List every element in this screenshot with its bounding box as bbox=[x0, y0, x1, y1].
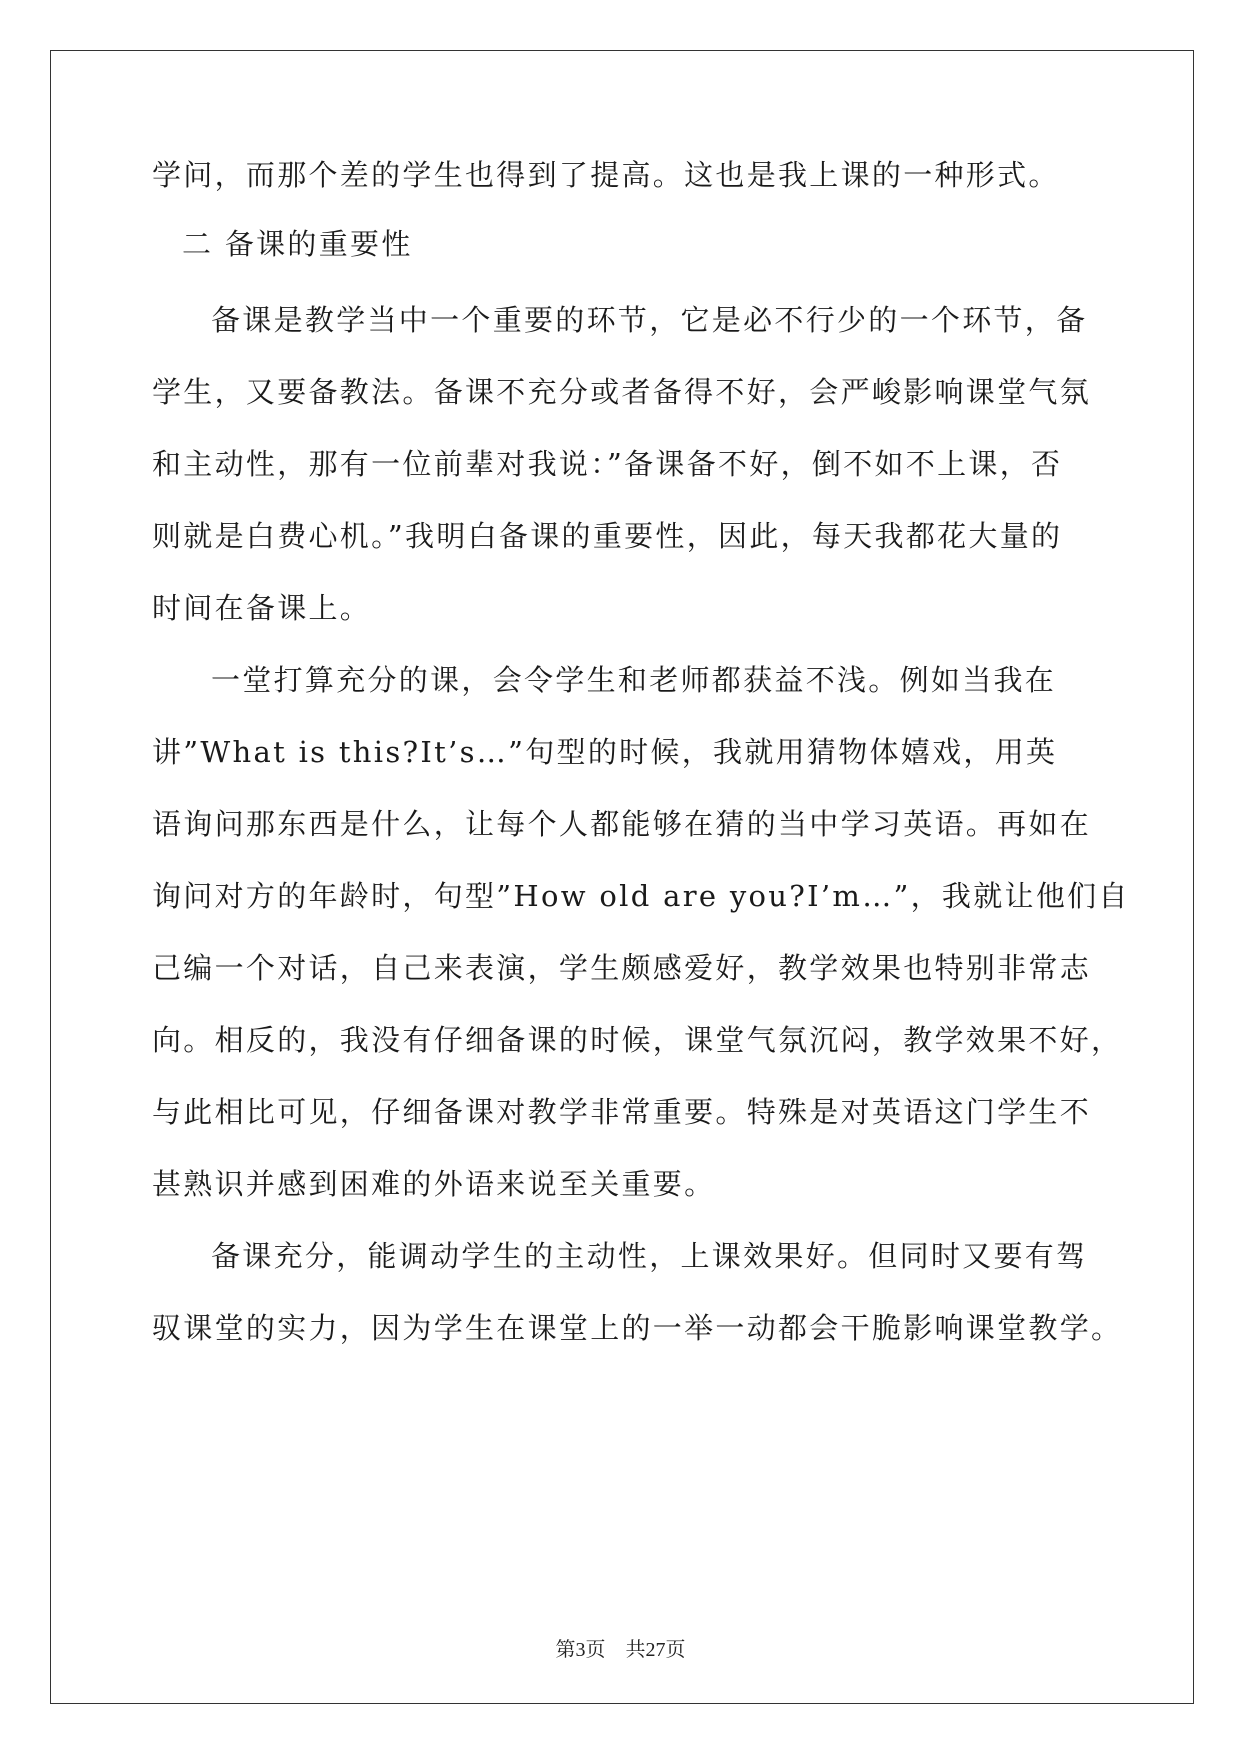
body-line: 甚熟识并感到困难的外语来说至关重要。 bbox=[152, 1167, 716, 1201]
body-line: 与此相比可见，仔细备课对教学非常重要。特殊是对英语这门学生不 bbox=[152, 1095, 1092, 1129]
body-line: 学问，而那个差的学生也得到了提高。这也是我上课的一种形式。 bbox=[152, 158, 1060, 192]
body-line: 则就是白费心机。”我明白备课的重要性，因此，每天我都花大量的 bbox=[152, 519, 1063, 553]
body-line: 讲”What is this?It’s…”句型的时候，我就用猜物体嬉戏，用英 bbox=[152, 735, 1058, 769]
paragraph-first-line: 备课是教学当中一个重要的环节，它是必不行少的一个环节，备 bbox=[211, 303, 1088, 337]
page-number: 第3页 共27页 bbox=[555, 1639, 686, 1661]
section-heading: 二 备课的重要性 bbox=[182, 227, 413, 261]
body-line: 时间在备课上。 bbox=[152, 591, 372, 625]
body-line: 学生，又要备教法。备课不充分或者备得不好，会严峻影响课堂气氛 bbox=[152, 375, 1092, 409]
body-line: 和主动性，那有一位前辈对我说：”备课备不好，倒不如不上课，否 bbox=[152, 447, 1063, 481]
body-line: 向。相反的，我没有仔细备课的时候，课堂气氛沉闷，教学效果不好， bbox=[152, 1023, 1123, 1057]
body-line: 语询问那东西是什么，让每个人都能够在猜的当中学习英语。再如在 bbox=[152, 807, 1092, 841]
paragraph-first-line: 备课充分，能调动学生的主动性，上课效果好。但同时又要有驾 bbox=[211, 1239, 1088, 1273]
body-line: 询问对方的年龄时，句型”How old are you?I’m…”，我就让他们自 bbox=[152, 879, 1130, 913]
body-line: 驭课堂的实力，因为学生在课堂上的一举一动都会干脆影响课堂教学。 bbox=[152, 1311, 1123, 1345]
paragraph-first-line: 一堂打算充分的课，会令学生和老师都获益不浅。例如当我在 bbox=[211, 663, 1057, 697]
body-line: 己编一个对话，自己来表演，学生颇感爱好，教学效果也特别非常志 bbox=[152, 951, 1092, 985]
